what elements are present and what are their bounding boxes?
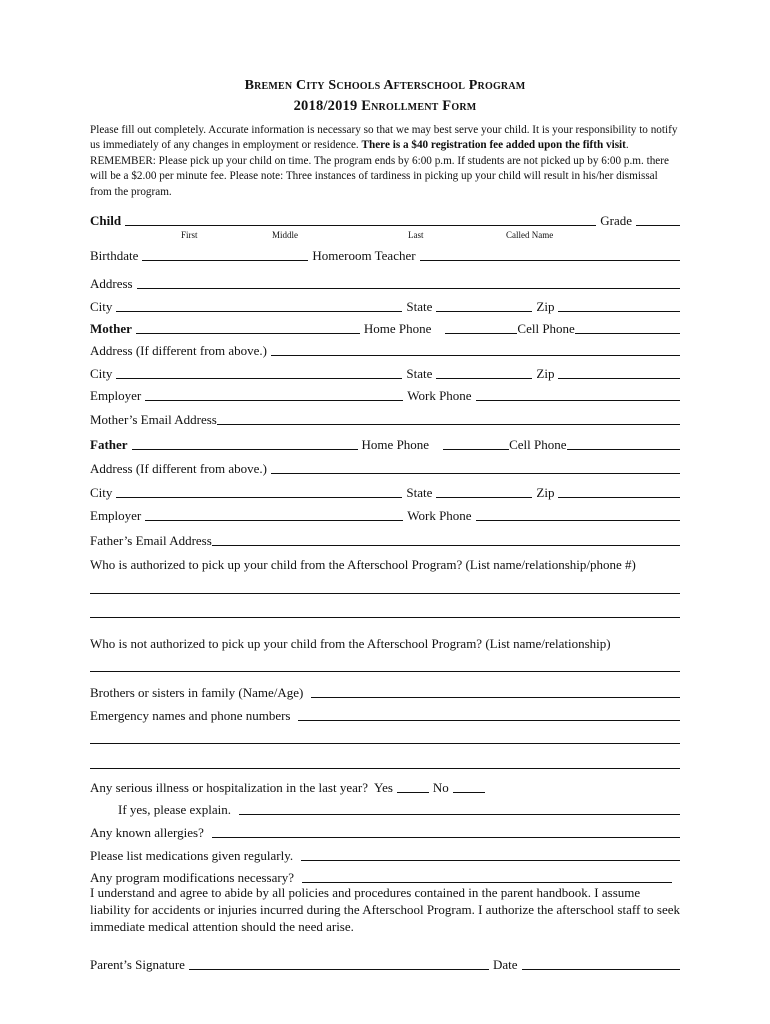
mother-employer-label: Employer [90, 388, 142, 403]
siblings-row [90, 683, 680, 701]
father-employer-row [90, 506, 680, 524]
authorized-line-2[interactable] [90, 617, 680, 618]
siblings-field[interactable] [311, 697, 680, 698]
mother-email-row [90, 410, 680, 428]
mother-row [90, 319, 680, 337]
child-row [90, 211, 680, 229]
mother-email-field[interactable] [217, 424, 680, 425]
birthdate-field[interactable] [142, 260, 308, 261]
signature-label: Parent’s Signature [90, 957, 185, 972]
father-home-phone-label: Home Phone [361, 437, 430, 452]
homeroom-field[interactable] [420, 260, 680, 261]
father-city-label: City [90, 485, 113, 500]
birthdate-label: Birthdate [90, 248, 139, 263]
grade-label: Grade [600, 213, 632, 228]
mother-home-phone-label: Home Phone [363, 321, 432, 336]
child-state-field[interactable] [436, 311, 532, 312]
mother-label: Mother [90, 321, 132, 336]
illness-no-label: No [432, 780, 449, 795]
illness-row [90, 778, 680, 796]
illness-yes-field[interactable] [397, 792, 429, 793]
siblings-label: Brothers or sisters in family (Name/Age) [90, 685, 304, 700]
father-cell-phone-label: Cell Phone [509, 437, 567, 452]
emergency-row [90, 706, 680, 724]
explain-field[interactable] [239, 814, 680, 815]
date-label: Date [492, 957, 518, 972]
father-work-phone-label: Work Phone [407, 508, 472, 523]
child-city-row [90, 297, 680, 315]
mother-zip-field[interactable] [558, 378, 680, 379]
child-state-label: State [406, 299, 433, 314]
father-state-field[interactable] [436, 497, 532, 498]
father-name-field[interactable] [132, 449, 358, 450]
mother-address-field[interactable] [271, 355, 680, 356]
explain-label: If yes, please explain. [118, 802, 231, 817]
child-name-field[interactable] [125, 225, 596, 226]
sub-first: First [181, 230, 198, 240]
not-authorized-line[interactable] [90, 671, 680, 672]
mother-email-label: Mother’s Email Address [90, 412, 217, 427]
intro-text-2: . REMEMBER: Please pick up your child on time. The program ends by 6:00 p.m. If students are not picked up by 6:00 p.m. there will be a $2.00 per minute fee. Please note: Three instances of tardiness in picking up your child will result in his/her dismissal from the program. [90, 139, 669, 198]
mother-work-phone-label: Work Phone [407, 388, 472, 403]
medications-row [90, 846, 680, 864]
mother-address-label: Address (If different from above.) [90, 343, 267, 358]
modifications-field[interactable] [302, 882, 672, 883]
child-zip-field[interactable] [558, 311, 680, 312]
medications-field[interactable] [301, 860, 680, 861]
father-row [90, 435, 680, 453]
explain-row [90, 800, 680, 818]
mother-zip-label: Zip [536, 366, 555, 381]
mother-state-label: State [406, 366, 433, 381]
signature-row [90, 955, 680, 973]
form-title: Bremen City Schools Afterschool Program [244, 78, 526, 93]
father-address-field[interactable] [271, 473, 680, 474]
sub-middle: Middle [272, 230, 298, 240]
child-address-field[interactable] [137, 288, 680, 289]
father-employer-field[interactable] [145, 520, 403, 521]
allergies-field[interactable] [212, 837, 680, 838]
father-cell-phone-field[interactable] [567, 449, 681, 450]
child-zip-label: Zip [536, 299, 555, 314]
mother-name-field[interactable] [136, 333, 360, 334]
date-field[interactable] [522, 969, 680, 970]
mother-home-phone-field[interactable] [445, 333, 517, 334]
illness-label: Any serious illness or hospitalization in the last year? [90, 780, 368, 795]
mother-address-row [90, 341, 680, 359]
agreement-text: I understand and agree to abide by all policies and procedures contained in the parent handbook. I assume liability for accidents or injuries incurred during the Afterschool Program. I authorize the afterschool staff to seek immediate medical attention should the need arise. [90, 885, 680, 934]
child-address-row [90, 274, 680, 292]
mother-state-field[interactable] [436, 378, 532, 379]
form-subtitle: 2018/2019 Enrollment Form [293, 98, 477, 114]
allergies-row [90, 823, 680, 841]
mother-employer-field[interactable] [145, 400, 403, 401]
father-city-row [90, 483, 680, 501]
authorized-question: Who is authorized to pick up your child from the Afterschool Program? (List name/relationship/phone #) [90, 557, 636, 572]
mother-cell-phone-field[interactable] [575, 333, 680, 334]
mother-city-field[interactable] [116, 378, 402, 379]
sub-called-name: Called Name [506, 230, 554, 240]
emergency-field[interactable] [298, 720, 680, 721]
father-email-row [90, 531, 680, 549]
mother-cell-phone-label: Cell Phone [517, 321, 575, 336]
mother-employer-row [90, 386, 680, 404]
child-city-label: City [90, 299, 113, 314]
mother-city-label: City [90, 366, 113, 381]
child-address-label: Address [90, 276, 133, 291]
child-label: Child [90, 213, 122, 228]
father-address-label: Address (If different from above.) [90, 461, 267, 476]
signature-field[interactable] [189, 969, 489, 970]
father-employer-label: Employer [90, 508, 142, 523]
father-work-phone-field[interactable] [476, 520, 680, 521]
allergies-label: Any known allergies? [90, 825, 204, 840]
authorized-line-1[interactable] [90, 593, 680, 594]
grade-field[interactable] [636, 225, 680, 226]
intro-paragraph [90, 123, 682, 200]
emergency-label: Emergency names and phone numbers [90, 708, 291, 723]
intro-text-1: Please fill out completely. Accurate information is necessary so that we may best serve your child. It is your responsibility to notify us immediately of any changes in employment or residence. [90, 124, 678, 152]
intro-fee-notice: There is a $40 registration fee added upon the fifth visit [361, 139, 626, 152]
mother-work-phone-field[interactable] [476, 400, 680, 401]
illness-yes-label: Yes [374, 780, 393, 795]
father-label: Father [90, 437, 128, 452]
emergency-line-2[interactable] [90, 743, 680, 744]
child-city-field[interactable] [116, 311, 402, 312]
father-zip-label: Zip [536, 485, 555, 500]
father-email-field[interactable] [212, 545, 680, 546]
medications-label: Please list medications given regularly. [90, 848, 294, 863]
birthdate-row [90, 246, 680, 264]
mother-city-row [90, 364, 680, 382]
father-state-label: State [406, 485, 433, 500]
illness-no-field[interactable] [453, 792, 485, 793]
father-zip-field[interactable] [558, 497, 680, 498]
authorized-question-row [90, 555, 680, 573]
modifications-label: Any program modifications necessary? [90, 870, 294, 885]
emergency-line-3[interactable] [90, 768, 680, 769]
homeroom-label: Homeroom Teacher [312, 248, 416, 263]
father-city-field[interactable] [116, 497, 402, 498]
father-home-phone-field[interactable] [443, 449, 509, 450]
not-authorized-question-row [90, 634, 680, 652]
sub-last: Last [408, 230, 424, 240]
not-authorized-question: Who is not authorized to pick up your child from the Afterschool Program? (List name/relationship) [90, 636, 611, 651]
father-address-row [90, 459, 680, 477]
father-email-label: Father’s Email Address [90, 533, 212, 548]
